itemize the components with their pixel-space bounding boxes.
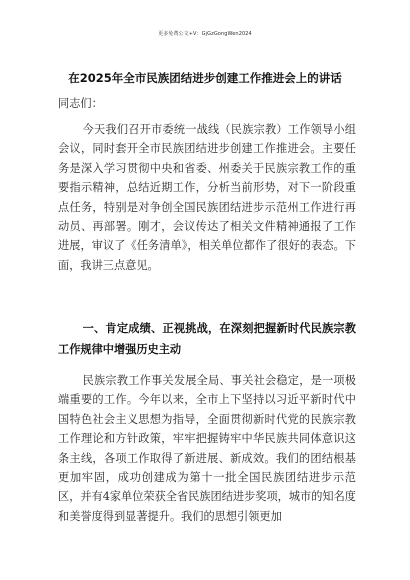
- header-note: 更多免费公文+V：GjGzGongWen2024: [158, 31, 252, 37]
- paragraph-2: 民族宗教工作事关发展全局、事关社会稳定，是一项极端重要的工作。今年以来，全市上下坚持以习近平新时代中国特色社会主义思想为指导，全面贯彻新时代党的民族宗教工作理论和方针政策，牢牢把握铸牢中华民族共同体意识这条主线，各项工作取得了新进展、新成效。我们的团结根基更加牢固，成功创建成为第十一批全国民族团结进步示范区，并有4家单位荣获全省民族团结进步奖项，城市的知名度和美誉度得到显著提升。我们的思想引领更加: [58, 374, 356, 523]
- salutation: 同志们：: [58, 97, 103, 110]
- document-title: 在2025年全市民族团结进步创建工作推进会上的讲话: [68, 71, 342, 85]
- section-heading-1: 一、肯定成绩、正视挑战，在深刻把握新时代民族宗教工作规律中增强历史主动: [58, 322, 356, 356]
- paragraph-1: 今天我们召开市委统一战线（民族宗教）工作领导小组会议，同时套开全市民族团结进步创建工作推进会。主要任务是深入学习贯彻中央和省委、州委关于民族宗教工作的重要指示精神，总结近期工作，分析当前形势，对下一阶段重点任务，特别是对争创全国民族团结进步示范州工作进行再动员、再部署。刚才，会议传达了相关文件精神通报了工作进展，审议了《任务清单》，相关单位都作了很好的表态。下面，我讲三点意见。: [58, 123, 356, 272]
